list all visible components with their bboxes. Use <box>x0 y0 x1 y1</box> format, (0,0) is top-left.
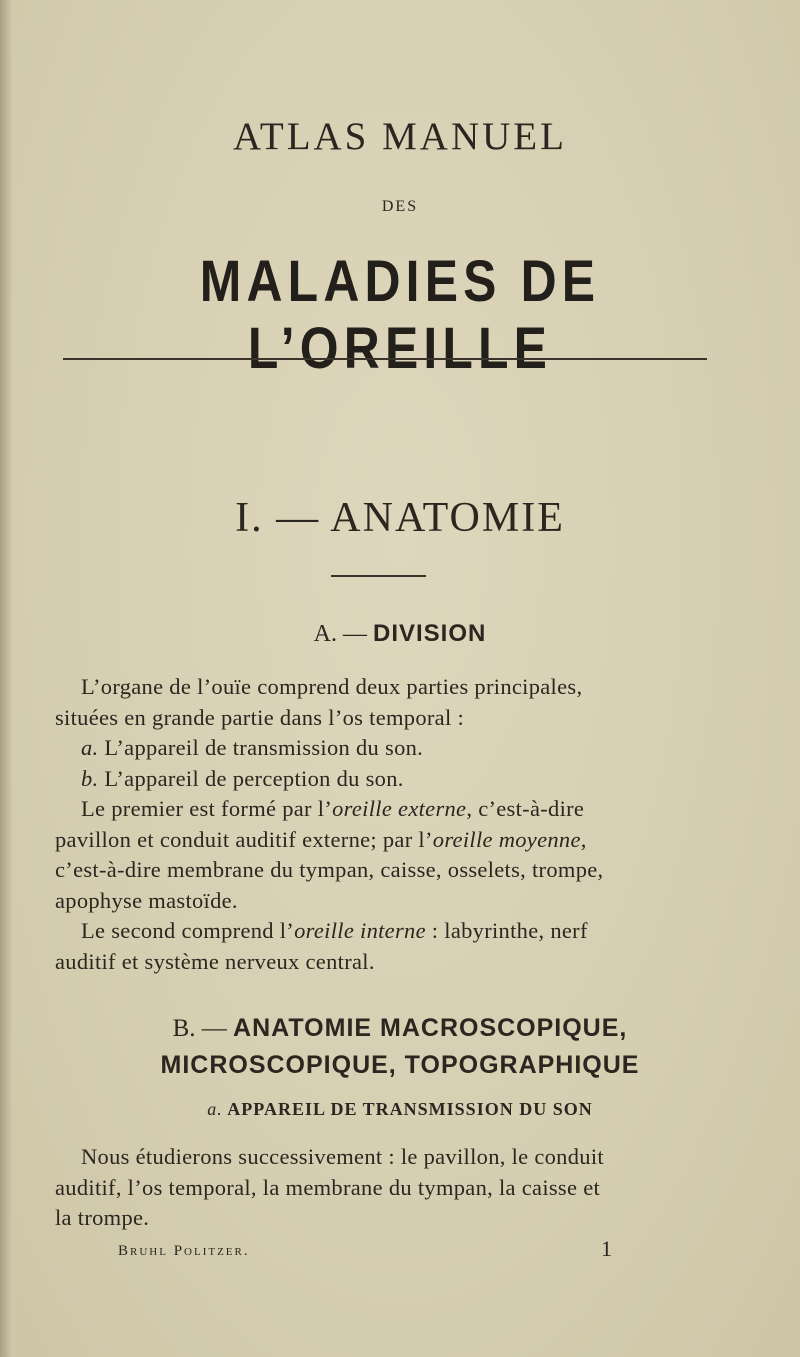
section-a-label: DIVISION <box>372 620 487 647</box>
section-b-body <box>55 1142 709 1234</box>
section-b-line3: la trompe. <box>55 1205 150 1230</box>
list-item-b <box>55 764 709 795</box>
para2-l1-em: oreille externe <box>332 796 467 821</box>
section-a-heading <box>0 620 800 648</box>
para1-line1-text: L’organe de l’ouïe comprend deux parties principales, <box>81 674 583 699</box>
part-title: I. — ANATOMIE <box>235 495 565 541</box>
section-b-heading <box>0 1010 800 1084</box>
page-number: 1 <box>601 1236 612 1261</box>
part-rule <box>331 575 426 577</box>
para2-l2-end: , <box>580 826 587 852</box>
list-text-a: L’appareil de transmission du son. <box>98 735 424 760</box>
section-b-label-line2: MICROSCOPIQUE, TOPOGRAPHIQUE <box>160 1051 640 1079</box>
para3-line2: auditif et système nerveux central. <box>55 948 375 974</box>
section-b-label-line1: ANATOMIE MACROSCOPIQUE, <box>233 1014 628 1042</box>
section-b-line1: Nous étudierons successivement : le pavillon, le conduit <box>81 1144 604 1169</box>
subsection-heading <box>0 1099 800 1120</box>
para2-l1-end: , c’est-à-dire <box>466 796 585 821</box>
para1-line2: situées en grande partie dans l’os temporal : <box>55 704 464 730</box>
subsection-marker: a. <box>207 1099 223 1119</box>
para2-line4: apophyse mastoïde. <box>55 887 238 913</box>
book-title-line2: DES <box>381 198 419 215</box>
para3-l1-end: : labyrinthe, nerf <box>425 918 588 943</box>
section-a-body <box>55 672 709 977</box>
title-rule <box>63 358 707 360</box>
list-text-b: L’appareil de perception du son. <box>98 765 404 791</box>
para2-line3: c’est-à-dire membrane du tympan, caisse, osselets, trompe, <box>55 857 604 882</box>
para3-l1-start: Le second comprend l’ <box>81 918 295 943</box>
para2-l2-em: oreille moyenne <box>432 826 581 852</box>
para2-l1-start: Le premier est formé par l’ <box>81 796 333 821</box>
list-item-a <box>55 733 709 764</box>
footer-author: Bruhl Politzer. <box>118 1243 250 1259</box>
book-title-main: MALADIES DE L’OREILLE <box>199 249 601 381</box>
para1-line1 <box>55 672 709 703</box>
para3-l1-em: oreille interne <box>294 918 426 943</box>
para2-l2-start: pavillon et conduit auditif externe; par l’ <box>55 826 433 852</box>
para2-line2 <box>55 825 709 856</box>
section-b-line2: auditif, l’os temporal, la membrane du tympan, la caisse et <box>55 1174 601 1200</box>
section-b-prefix: B. — <box>172 1015 234 1042</box>
para3-line1 <box>55 916 709 947</box>
list-marker-b: b. <box>81 765 99 791</box>
para2-line1 <box>55 794 709 825</box>
section-a-prefix: A. — <box>313 621 373 647</box>
list-marker-a: a. <box>81 735 99 760</box>
book-title-line1: ATLAS MANUEL <box>233 115 567 158</box>
subsection-label: APPAREIL DE TRANSMISSION DU SON <box>222 1099 593 1119</box>
